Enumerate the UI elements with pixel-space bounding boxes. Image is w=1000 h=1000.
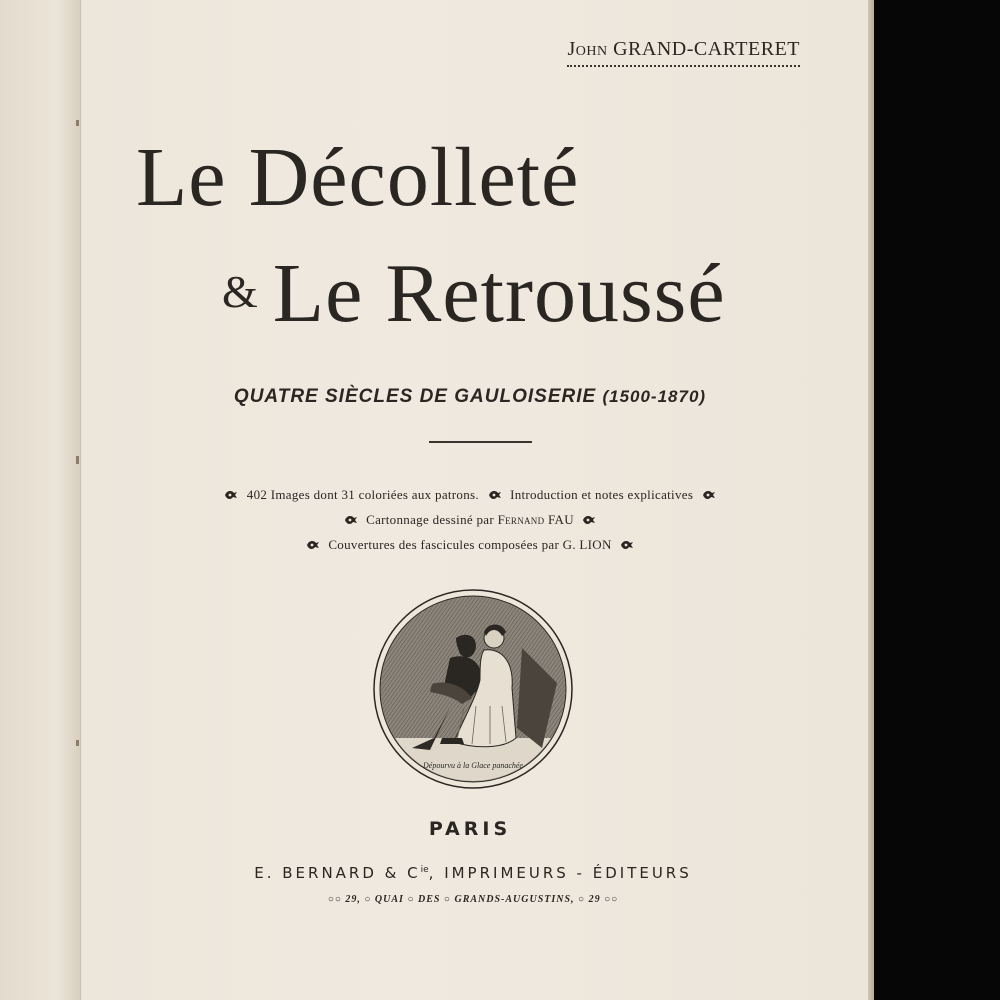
engraving-couple-image [372, 588, 574, 790]
info-cartonnage-artist: Fernand FAU [497, 512, 574, 527]
hand-ornament-icon [488, 489, 502, 501]
hand-ornament-icon [702, 489, 716, 501]
title-line-2-text: Le Retroussé [272, 247, 726, 340]
author-first-name: John [567, 38, 608, 60]
hand-ornament-icon [620, 539, 634, 551]
info-images: 402 Images dont 31 coloriées aux patrons. [246, 487, 479, 502]
title-line-1: Le Décolleté [136, 131, 580, 224]
publisher-name [0, 864, 946, 882]
engraving-medallion [372, 588, 574, 790]
gutter-stitch [76, 456, 79, 464]
gutter-stitch [76, 120, 79, 126]
info-cartonnage-prefix: Cartonnage dessiné par [366, 512, 494, 527]
author-last-name: GRAND-CARTERET [613, 38, 800, 60]
author-name [567, 38, 800, 67]
title-ampersand: & [222, 266, 259, 317]
divider-rule [429, 441, 532, 443]
subtitle-years: (1500-1870) [602, 387, 707, 406]
publisher-name-rest: , IMPRIMEURS - ÉDITEURS [428, 864, 692, 882]
publisher-address: ○○ 29, ○ QUAI ○ DES ○ GRANDS-AUGUSTINS, ○ 29 ○○ [327, 894, 619, 905]
info-couvertures: Couvertures des fascicules composées par G. LION [328, 537, 612, 552]
publisher-city: PARIS [428, 818, 512, 840]
gutter-stitch [76, 740, 79, 746]
subtitle [0, 386, 940, 408]
info-line-1 [0, 482, 940, 507]
hand-ornament-icon [582, 514, 596, 526]
title-line-2 [222, 247, 726, 340]
publisher-name-main: E. BERNARD & C [254, 864, 421, 882]
vignette-caption: Dépourvu à la Glace panachée [423, 761, 523, 770]
hand-ornament-icon [306, 539, 320, 551]
publisher-name-sup: ie [420, 865, 429, 875]
hand-ornament-icon [224, 489, 238, 501]
hand-ornament-icon [344, 514, 358, 526]
info-line-3 [0, 532, 940, 557]
info-line-2 [0, 507, 940, 532]
subtitle-text: QUATRE SIÈCLES DE GAULOISERIE [233, 386, 597, 407]
info-notes: Introduction et notes explicatives [510, 487, 694, 502]
info-block [0, 482, 940, 557]
